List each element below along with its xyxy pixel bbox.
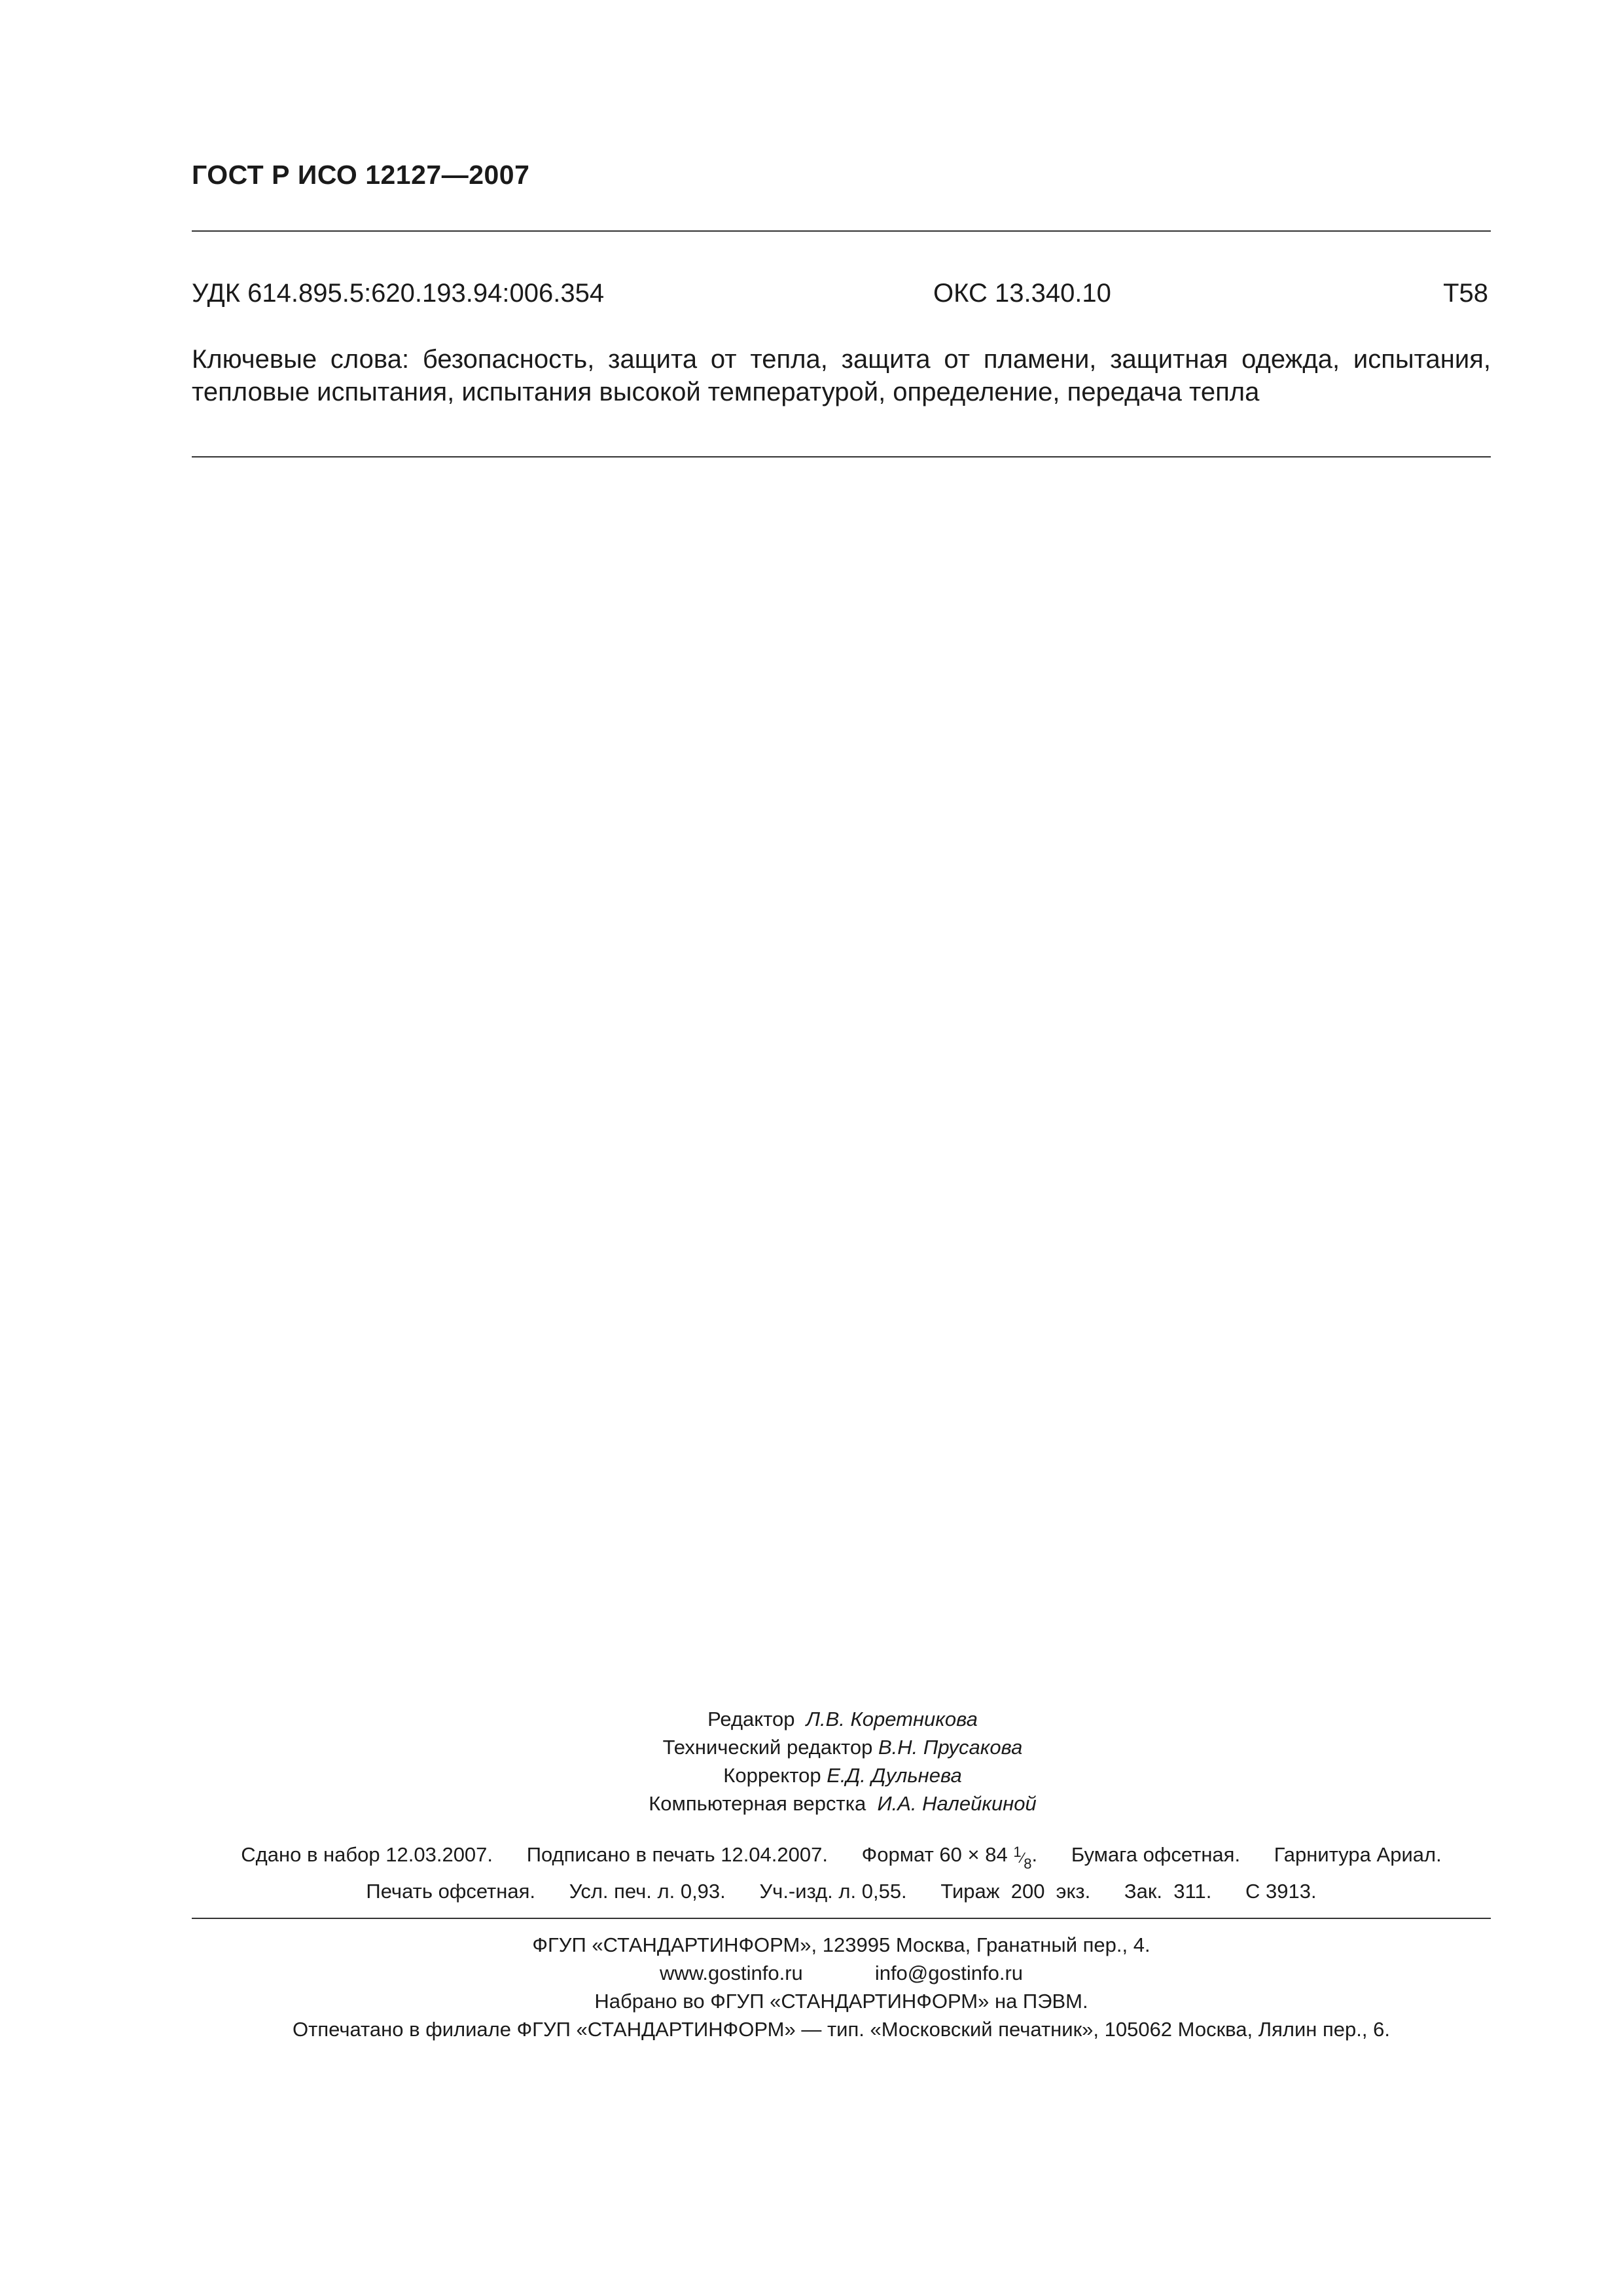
layout-name: И.А. Налейкиной <box>877 1792 1037 1815</box>
typeset-note: Набрано во ФГУП «СТАНДАРТИНФОРМ» на ПЭВМ. <box>594 1990 1088 2013</box>
editor-label: Редактор <box>707 1708 795 1731</box>
keywords-line-2: тепловые испытания, испытания высокой температурой, определение, передача тепла <box>192 378 1260 406</box>
publisher-divider <box>192 1918 1491 1919</box>
order-number: Зак. 311. <box>1124 1880 1212 1903</box>
format-fraction: 1⁄8 <box>1013 1844 1032 1872</box>
format-fraction-numerator: 1 <box>1013 1844 1022 1860</box>
paper-type: Бумага офсетная. <box>1071 1843 1241 1866</box>
printed-note: Отпечатано в филиале ФГУП «СТАНДАРТИНФОРМ» — тип. «Московский печатник», 105062 Москва, Лялин пер., 6. <box>293 2018 1390 2041</box>
udk-code: УДК 614.895.5:620.193.94:006.354 <box>192 279 605 308</box>
keywords-divider <box>192 456 1491 457</box>
corrector-name: Е.Д. Дульнева <box>827 1764 962 1787</box>
circulation: Тираж 200 экз. <box>940 1880 1091 1903</box>
typeface: Гарнитура Ариал. <box>1274 1843 1442 1866</box>
top-divider <box>192 230 1491 232</box>
oks-code: ОКС 13.340.10 <box>933 279 1111 308</box>
layout-label: Компьютерная верстка <box>649 1792 866 1815</box>
signed-date: Подписано в печать 12.04.2007. <box>526 1843 828 1866</box>
tech-editor-label: Технический редактор <box>662 1736 873 1759</box>
editor-name: Л.В. Коретникова <box>806 1708 978 1731</box>
format-spec: Формат 60 × 84 <box>861 1843 1008 1866</box>
corrector-line <box>524 1761 1162 1789</box>
publisher-website: www.gostinfo.ru <box>659 1962 803 1984</box>
print-specs-line-1: Сдано в набор 12.03.2007. Подписано в печать 12.04.2007. Формат 60 × 84 1⁄8. Бумага офсетная. Гарнитура Ариал. <box>241 1843 1442 1872</box>
standard-code-header: ГОСТ Р ИСО 12127—2007 <box>192 160 530 190</box>
classification-row <box>192 279 1491 312</box>
keywords-line-1: Ключевые слова: безопасность, защита от тепла, защита от пламени, защитная одежда, испытания, <box>192 345 1491 374</box>
layout-line <box>524 1789 1162 1818</box>
publisher-email: info@gostinfo.ru <box>874 1962 1024 1984</box>
publisher-block <box>192 1931 1491 2043</box>
conditional-sheets: Усл. печ. л. 0,93. <box>569 1880 726 1903</box>
print-code: С 3913. <box>1245 1880 1317 1903</box>
keywords-block <box>192 343 1491 408</box>
corrector-label: Корректор <box>723 1764 821 1787</box>
format-fraction-denominator: 8 <box>1024 1856 1032 1872</box>
publisher-address: ФГУП «СТАНДАРТИНФОРМ», 123995 Москва, Гранатный пер., 4. <box>532 1933 1150 1956</box>
editor-line <box>524 1705 1162 1733</box>
publisher-contacts <box>192 1959 1491 1987</box>
publisher-sheets: Уч.-изд. л. 0,55. <box>759 1880 907 1903</box>
tech-editor-line <box>524 1733 1162 1761</box>
print-specs-line-2 <box>192 1880 1491 1903</box>
printing-method: Печать офсетная. <box>366 1880 536 1903</box>
tech-editor-name: В.Н. Прусакова <box>878 1736 1023 1759</box>
submitted-date: Сдано в набор 12.03.2007. <box>241 1843 493 1866</box>
group-code: Т58 <box>1443 279 1488 308</box>
imprint-staff-block <box>524 1705 1162 1818</box>
